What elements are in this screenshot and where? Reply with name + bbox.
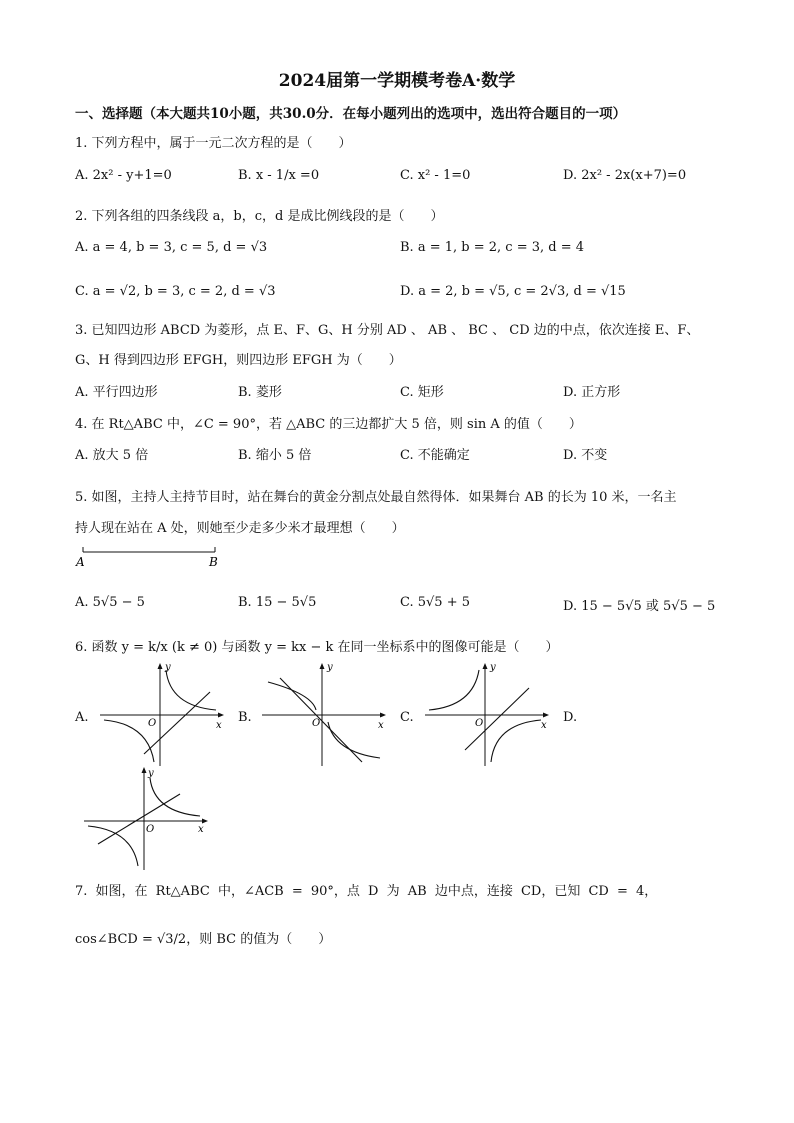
q3-option-b: B. 菱形: [238, 385, 282, 400]
hyperbola-branch-1: [166, 670, 216, 710]
stage-segment-diagram: [72, 542, 232, 572]
question-7-stem-line1: 7. 如图，在 Rt△ABC 中，∠ACB = 90°，点 D 为 AB 边中点，连接 CD，已知 CD = 4，: [75, 884, 658, 899]
q6-option-b-label: B.: [238, 710, 252, 725]
q6-option-d-label: D.: [563, 710, 578, 725]
q4-option-b: B. 缩小 5 倍: [238, 448, 312, 463]
q6-option-c-label: C.: [400, 710, 414, 725]
svg-text:O: O: [475, 718, 484, 729]
q5-option-c: C. 5√5 + 5: [400, 595, 471, 610]
line-graph: [280, 678, 362, 762]
graph-option-c: [425, 662, 551, 768]
q4-option-c: C. 不能确定: [400, 448, 470, 463]
graph-option-d: [84, 766, 210, 872]
q3-option-d: D. 正方形: [563, 385, 621, 400]
graph-option-a: [100, 662, 226, 768]
svg-text:O: O: [148, 718, 157, 729]
question-4-stem: 4. 在 Rt△ABC 中，∠C = 90°，若 △ABC 的三边都扩大 5 倍，则 sin A 的值（ ）: [75, 417, 582, 432]
svg-text:x: x: [198, 824, 204, 835]
q2-option-d: D. a = 2, b = √5, c = 2√3, d = √15: [400, 284, 626, 299]
graph-option-b: [262, 662, 388, 768]
q5-option-a: A. 5√5 − 5: [75, 595, 145, 610]
q1-option-d: D. 2x² - 2x(x+7)=0: [563, 168, 687, 183]
hyperbola-branch-1: [268, 682, 316, 710]
question-5-stem-line2: 持人现在站在 A 处，则她至少走多少米才最理想（ ）: [75, 521, 405, 536]
q1-option-b: B. x - 1/x =0: [238, 168, 320, 183]
hyperbola-branch-2: [104, 718, 157, 762]
q5-option-b: B. 15 − 5√5: [238, 595, 317, 610]
hyperbola-branch-1: [429, 670, 479, 710]
section-heading: 一、选择题（本大题共10小题，共30.0分．在每小题列出的选项中，选出符合题目的一项）: [75, 106, 627, 122]
point-b-label: B: [209, 555, 218, 569]
q6-option-a-label: A.: [75, 710, 89, 725]
svg-text:O: O: [146, 824, 155, 835]
question-7-stem-line2: cos∠BCD = √3/2，则 BC 的值为（ ）: [75, 932, 332, 947]
svg-text:x: x: [216, 720, 222, 731]
svg-text:O: O: [312, 718, 321, 729]
svg-text:x: x: [541, 720, 547, 731]
q1-option-c: C. x² - 1=0: [400, 168, 471, 183]
q2-option-c: C. a = √2, b = 3, c = 2, d = √3: [75, 284, 276, 299]
svg-text:x: x: [378, 720, 384, 731]
point-a-label: A: [76, 555, 85, 569]
q2-option-b: B. a = 1, b = 2, c = 3, d = 4: [400, 240, 584, 255]
hyperbola-branch-2: [328, 722, 380, 758]
question-5-stem-line1: 5. 如图，主持人主持节目时，站在舞台的黄金分割点处最自然得体．如果舞台 AB 的长为 10 米，一名主: [75, 490, 677, 505]
svg-text:y: y: [327, 662, 333, 673]
q1-option-a: A. 2x² - y+1=0: [75, 168, 172, 183]
question-2-stem: 2. 下列各组的四条线段 a，b，c，d 是成比例线段的是（ ）: [75, 209, 444, 224]
hyperbola-branch-2: [88, 826, 138, 866]
q4-option-a: A. 放大 5 倍: [75, 448, 149, 463]
q3-option-c: C. 矩形: [400, 385, 444, 400]
question-6-stem: 6. 函数 y = k/x (k ≠ 0) 与函数 y = kx − k 在同一坐标系中的图像可能是（ ）: [75, 640, 559, 655]
svg-text:y: y: [165, 662, 171, 673]
q2-option-a: A. a = 4, b = 3, c = 5, d = √3: [75, 240, 268, 255]
question-3-stem-line2: G、H 得到四边形 EFGH，则四边形 EFGH 为（ ）: [75, 353, 402, 368]
q4-option-d: D. 不变: [563, 448, 608, 463]
q5-option-d: D. 15 − 5√5 或 5√5 − 5: [563, 599, 716, 614]
q3-option-a: A. 平行四边形: [75, 385, 158, 400]
question-3-stem-line1: 3. 已知四边形 ABCD 为菱形，点 E、F、G、H 分别 AD 、 AB 、 BC 、 CD 边的中点，依次连接 E、F、: [75, 323, 700, 338]
line-graph: [98, 794, 180, 844]
svg-text:y: y: [490, 662, 496, 673]
svg-text:y: y: [148, 768, 154, 779]
question-1-stem: 1. 下列方程中，属于一元二次方程的是（ ）: [75, 136, 352, 151]
page-title: 2024届第一学期模考卷A·数学: [278, 71, 516, 91]
hyperbola-branch-2: [491, 720, 541, 762]
